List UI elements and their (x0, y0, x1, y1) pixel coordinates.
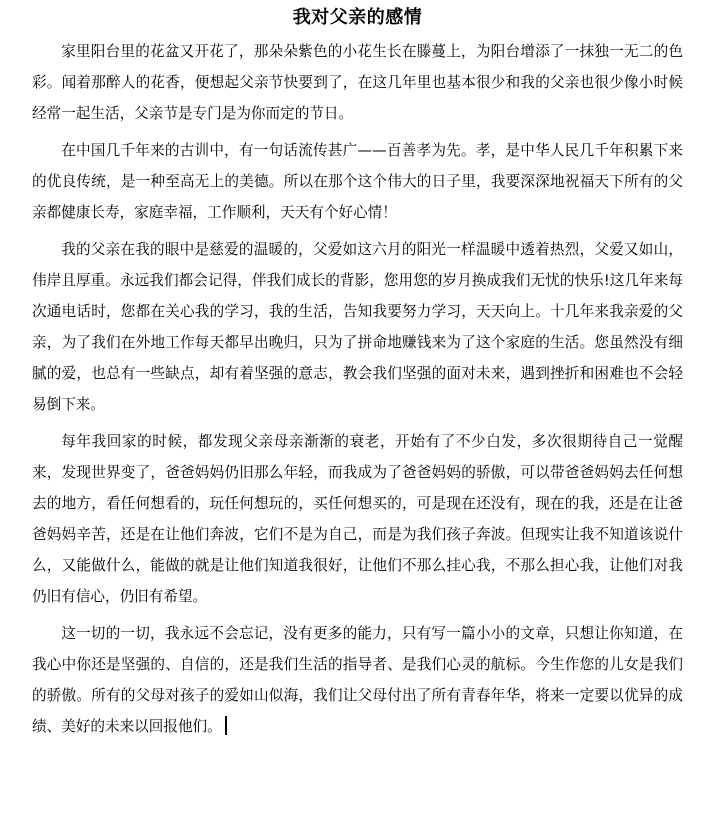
paragraph-3: 我的父亲在我的眼中是慈爱的温暖的，父爱如这六月的阳光一样温暖中透着热烈，父爱又如山，伟岸且厚重。永远我们都会记得，伴我们成长的背影，您用您的岁月换成我们无忧的快乐!这几年来每次通电话时，您都在关心我的学习，我的生活，告知我要努力学习，天天向上。十几年来我亲爱的父亲，为了我们在外地工作每天都早出晚归，只为了拼命地赚钱来为了这个家庭的生活。您虽然没有细腻的爱，也总有一些缺点，却有着坚强的意志，教会我们坚强的面对未来，遇到挫折和困难也不会轻易倒下来。 (32, 241, 683, 413)
paragraph-2: 在中国几千年来的古训中，有一句话流传甚广——百善孝为先。孝，是中华人民几千年积累下来的优良传统，是一种至高无上的美德。所以在那个这个伟大的日子里，我要深深地祝福天下所有的父亲都健康长寿，家庭幸福，工作顺利，天天有个好心情！ (32, 142, 683, 221)
paragraph-5-text: 这一切的一切，我永远不会忘记，没有更多的能力，只有写一篇小小的文章，只想让你知道，在我心中你还是坚强的、自信的，还是我们生活的指导者、是我们心灵的航标。今生作您的儿女是我们的骄傲。所有的父母对孩子的爱如山似海，我们让父母付出了所有青春年华，将来一定要以优异的成绩、美好的未来以回报他们。 (32, 625, 683, 735)
paragraph-5 (32, 618, 683, 742)
document-title: 我对父亲的感情 (292, 7, 423, 28)
text-cursor (225, 716, 227, 735)
paragraph-4: 每年我回家的时候，都发现父亲母亲渐渐的衰老，开始有了不少白发，多次很期待自己一觉醒来，发现世界变了，爸爸妈妈仍旧那么年轻，而我成为了爸爸妈妈的骄傲，可以带爸爸妈妈去任何想去的地方，看任何想看的，玩任何想玩的，买任何想买的，可是现在还没有，现在的我，还是在让爸爸妈妈辛苦，还是在让他们奔波，它们不是为自己，而是为我们孩子奔波。但现实让我不知道该说什么，又能做什么，能做的就是让他们知道我很好，让他们不那么挂心我，不那么担心我，让他们对我仍旧有信心，仍旧有希望。 (32, 433, 683, 605)
paragraph-1: 家里阳台里的花盆又开花了，那朵朵紫色的小花生长在滕蔓上，为阳台增添了一抹独一无二的色彩。闻着那醉人的花香，便想起父亲节快要到了，在这几年里也基本很少和我的父亲也很少像小时候经常一起生活，父亲节是专门是为你而定的节日。 (32, 43, 683, 122)
